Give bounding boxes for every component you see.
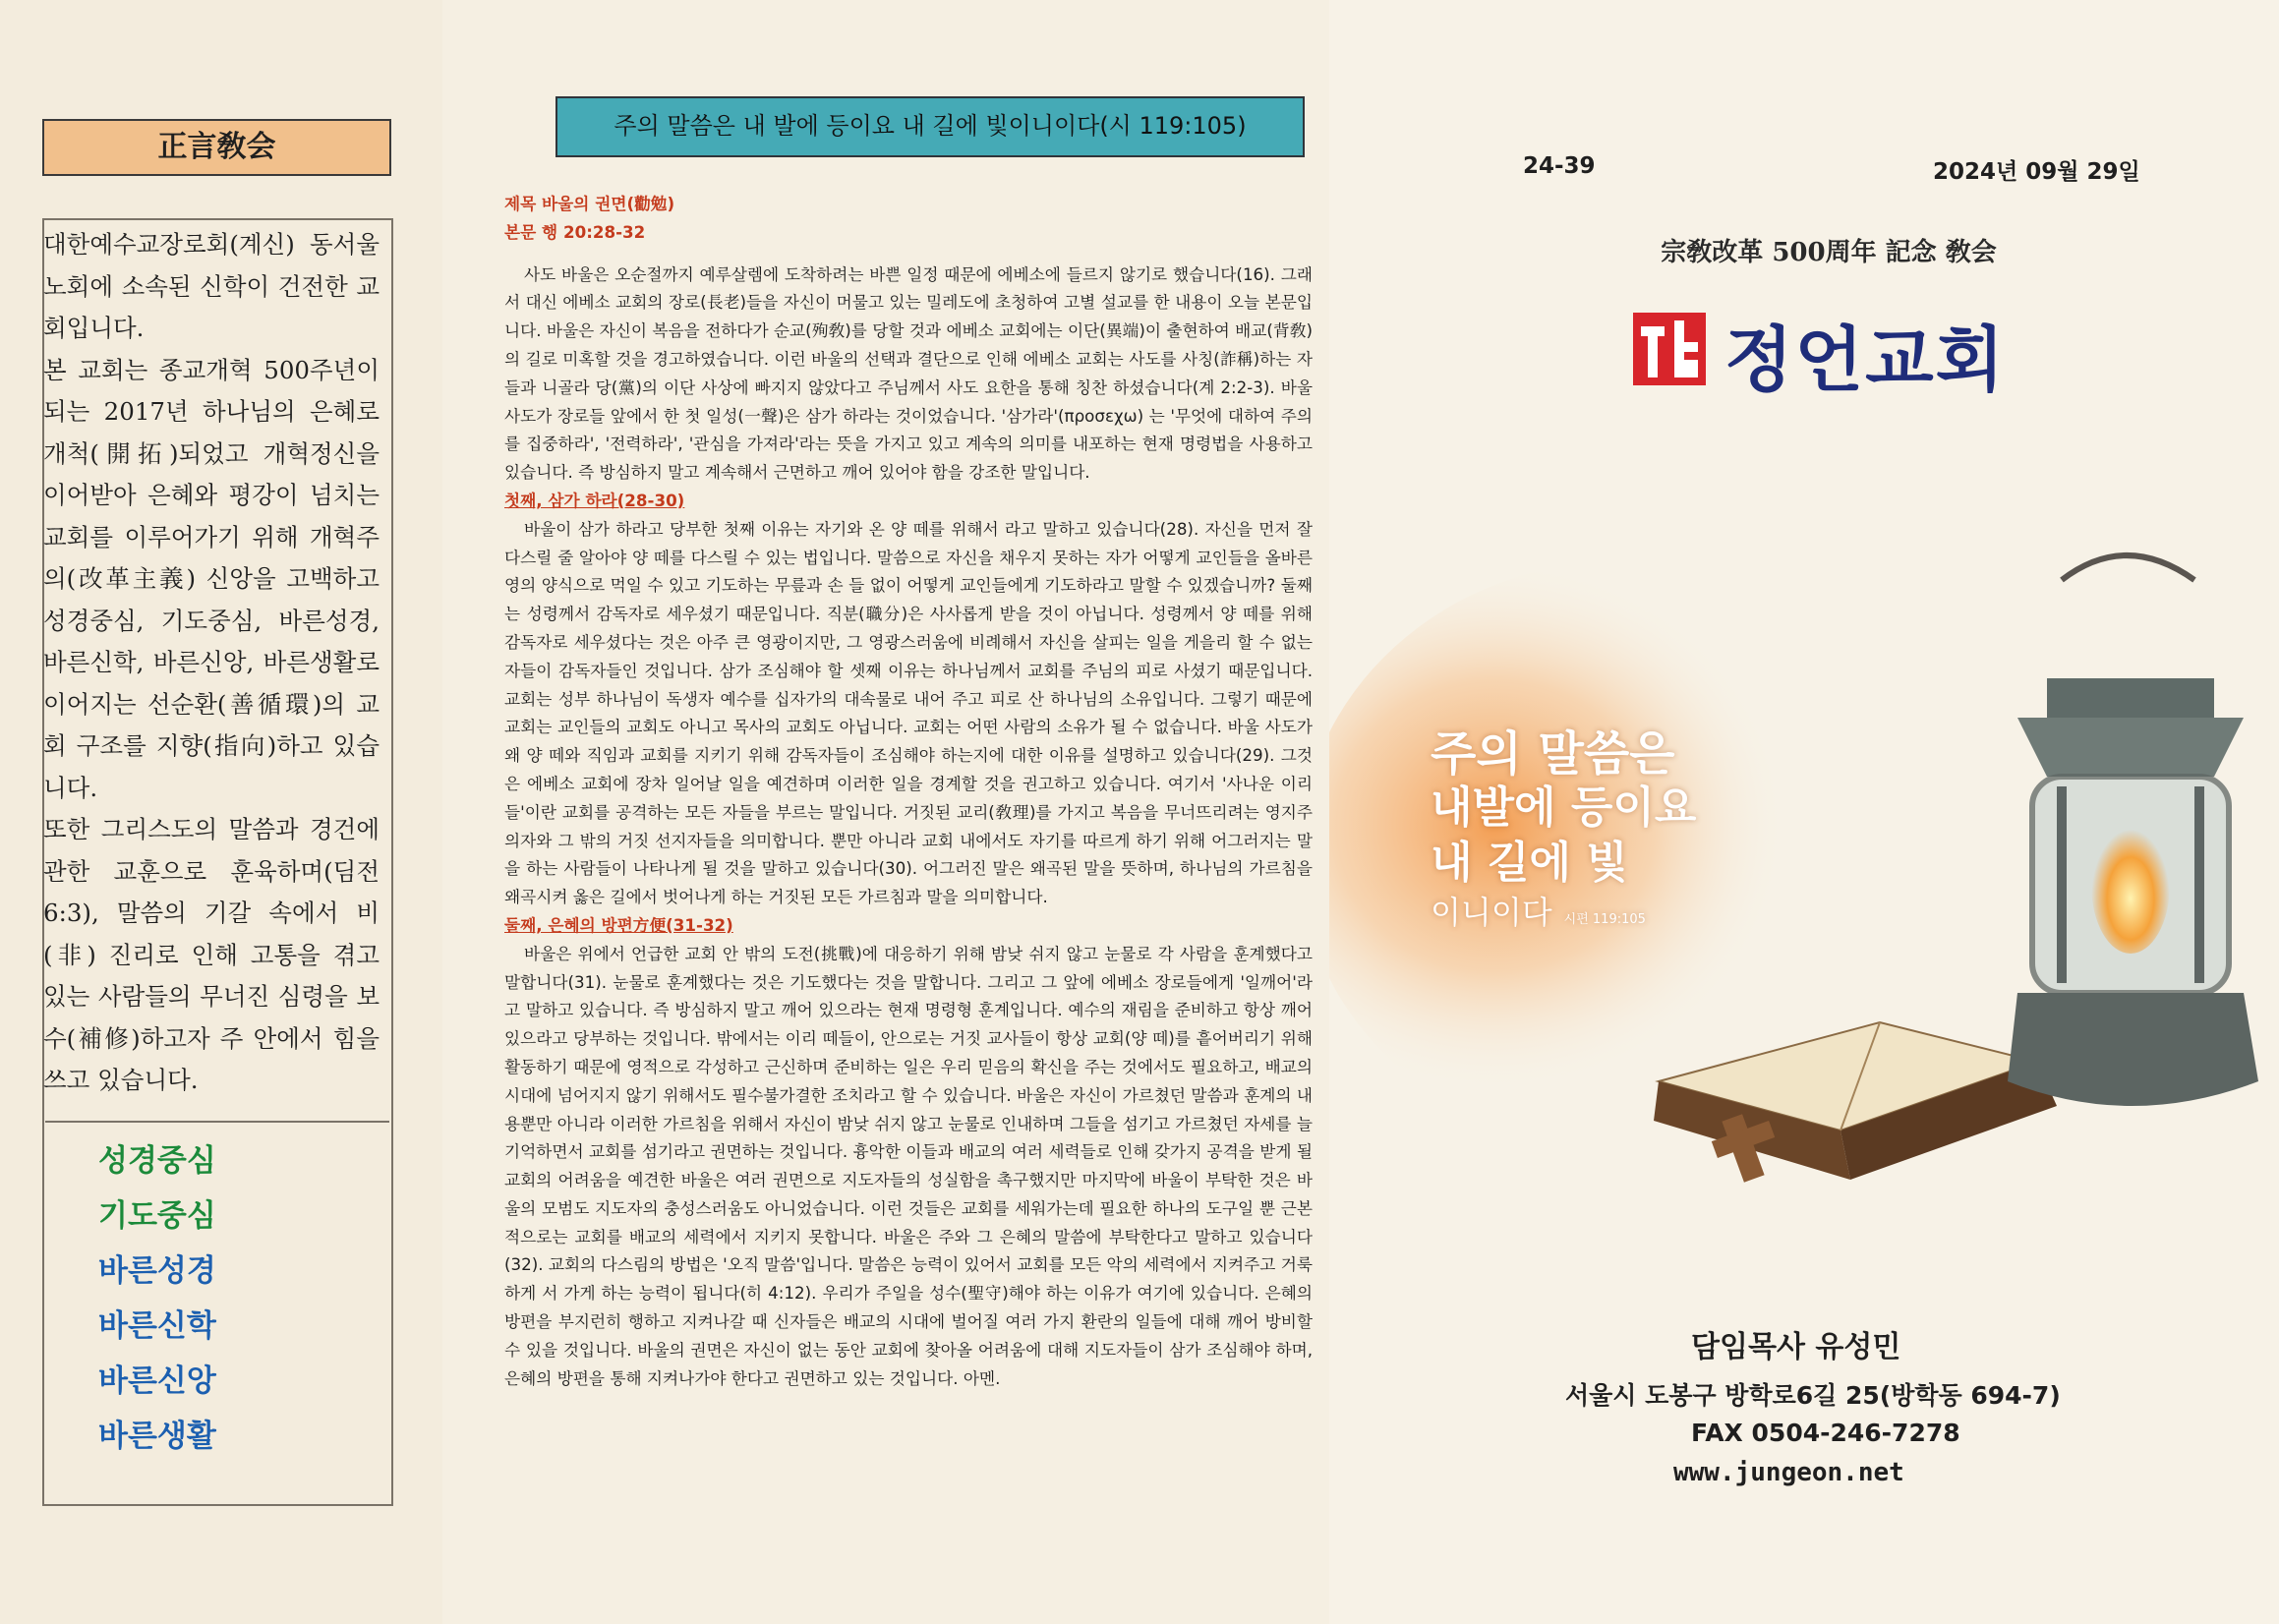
pastor-name: 담임목사 유성민: [1691, 1330, 1901, 1364]
overlay-verse-line: 주의 말씀은: [1431, 726, 1675, 782]
core-value: 바른성경: [98, 1253, 216, 1289]
intro-paragraph: 본 교회는 종교개혁 500주년이 되는 2017년 하나님의 은혜로 개척(開拓)되었고 개혁정신을 이어받아 은혜와 평강이 넘치는 교회를 이루어가기 위해 개혁주의(改革主義) 신앙을 고백하고 성경중심, 기도중심, 바른성경, 바른신학, 바른신앙, 바른생활로 이어지는 선순환(善循環)의 교회 구조를 지향(指向)하고 있습니다.: [43, 355, 380, 802]
section-text: 바울이 삼가 하라고 당부한 첫째 이유는 자기와 온 양 떼를 위해서 라고 말하고 있습니다(28). 자신을 먼저 잘 다스릴 줄 알아야 양 떼를 다스릴 수 있는 법입니다. 말씀으로 자신을 채우지 못하는 자가 어떻게 교인들을 올바른 영의 양식으로 먹일 수 있고 기도하는 무릎과 손 들 없이 어떻게 교인들에게 기도하라고 말할 수 있겠습니까? 둘째는 성령께서 감독자로 세우셨기 때문입니다. 직분(職分)은 사사롭게 받을 것이 아닙니다. 성령께서 양 떼를 위해 감독자로 세우셨다는 것은 아주 큰 영광이지만, 그 영광스러움에 비례해서 자신을 살피는 일을 게을리 할 수 없는 자들이 감독자들인 것입니다. 삼가 조심해야 할 셋째 이유는 하나님께서 교회를 주님의 피로 사셨기 때문입니다. 교회는 성부 하나님이 독생자 예수를 십자가의 대속물로 내어 주고 피로 산 하나님의 소유입니다. 그렇기 때문에 교회는 교인들의 교회도 아니고 목사의 교회도 아닙니다. 교회는 어떤 사람의 소유가 될 수 없습니다. 바울 사도가 왜 양 떼와 직임과 교회를 지키기 위해 감독자들이 조심해야 하는지에 대한 이유를 설명하고 있습니다(29). 그것은 에베소 교회에 장차 일어날 일을 예견하며 이러한 일을 경계할 것을 권고하고 있습니다. 여기서 '사나운 이리들'이란 교회를 공격하는 모든 자들을 부르는 말입니다. 거짓된 교리(敎理)를 가지고 복음을 무너뜨리려는 영지주의자와 그 밖의 거짓 선지자들을 의미합니다. 뿐만 아니라 교회 내에서도 자기를 따르게 하기 위해 어그러지는 말을 하는 사람들이 나타나게 될 것을 말하고 있습니다(30). 어그러진 말은 왜곡된 말을 뜻하며, 하나님의 가르침을 왜곡시켜 옳은 길에서 벗어나게 하는 거짓된 모든 가르침과 말을 의미합니다.: [504, 518, 1313, 907]
overlay-verse-reference: 시편 119:105: [1563, 912, 1646, 927]
core-values-list: [98, 1133, 374, 1464]
overlay-verse-line: 내발에 등이요: [1431, 783, 1697, 833]
sermon-intro: 사도 바울은 오순절까지 예루살렘에 도착하려는 바쁜 일정 때문에 에베소에 들르지 않기로 했습니다(16). 그래서 대신 에베소 교회의 장로(長老)들을 자신이 머물고 있는 밀레도에 초청하여 고별 설교를 한 내용이 오늘 본문입니다. 바울은 자신이 복음을 전하다가 순교(殉敎)를 당할 것과 에베소 교회에는 이단(異端)이 출현하여 배교(背敎)의 길로 미혹할 것을 경고하였습니다. 이런 바울의 선택과 결단으로 인해 에베소 교회는 사도를 사칭(詐稱)하는 자들과 니골라 당(黨)의 이단 사상에 빠지지 않았다고 주님께서 사도 요한을 통해 칭찬 하셨습니다(계 2:2-3). 바울 사도가 장로들 앞에서 한 첫 일성(一聲)은 삼가 하라는 것이었습니다. '삼가라'(προσεχω) 는 '무엇에 대하여 주의를 집중하라', '전력하라', '관심을 가져라'라는 뜻을 가지고 있고 계속의 의미를 내포하는 현재 명령법을 사용하고 있습니다. 즉 방심하지 말고 계속해서 근면하고 깨어 있어야 함을 강조한 말입니다.: [504, 263, 1313, 483]
church-name-label: 正言敎会: [42, 119, 391, 176]
church-introduction: [43, 224, 380, 1102]
core-value: 바른신학: [98, 1308, 216, 1344]
spacer: [504, 247, 1313, 261]
core-value: 기도중심: [98, 1198, 216, 1234]
verse-banner: 주의 말씀은 내 발에 등이요 내 길에 빛이니이다(시 119:105): [555, 96, 1305, 157]
fax-number: FAX 0504-246-7278: [1691, 1419, 1960, 1447]
core-value: 바른신앙: [98, 1363, 216, 1399]
section-heading: 둘째, 은혜의 방편方便(31-32): [504, 914, 733, 935]
overlay-verse: [1431, 727, 1745, 942]
website-link[interactable]: www.jungeon.net: [1673, 1458, 1904, 1487]
intro-paragraph: 대한예수교장로회(계신) 동서울 노회에 소속된 신학이 건전한 교회입니다.: [43, 230, 380, 342]
anniversary-subtitle: 宗敎改革 500周年 記念 敎会: [1661, 238, 1997, 267]
section-text: 바울은 위에서 언급한 교회 안 밖의 도전(挑戰)에 대응하기 위해 밤낮 쉬지 않고 눈물로 각 사람을 훈계했다고 말합니다(31). 눈물로 훈계했다는 것은 기도했다는 것을 말합니다. 그리고 그 앞에 에베소 장로들에게 '일깨어'라고 말하고 있습니다. 즉 방심하지 말고 깨어 있으라는 현재 명령형 훈계입니다. 예수의 재림을 준비하고 항상 깨어 있으라고 당부하는 것입니다. 밖에서는 이리 떼들이, 안으로는 거짓 교사들이 항상 교회(양 떼)를 흩어버리기 위해 활동하기 때문에 영적으로 각성하고 근신하며 준비하는 일은 우리 믿음의 확신을 주는 것에서도 필요하고, 배교의 시대에 넘어지지 않기 위해서도 필수불가결한 조치라고 할 수 있습니다. 바울은 자신이 가르쳤던 말씀과 훈계의 내용뿐만 아니라 이러한 가르침을 위해서 자신이 밤낮 쉬지 않고 눈물로 인내하며 그들을 섬기고 가르쳤던 자세를 늘 기억하면서 교회를 섬기라고 권면하는 것입니다. 흉악한 이들과 배교의 여러 세력들로 인해 갖가지 공격을 받게 될 교회의 어려움을 예견한 바울은 여러 권면으로 지도자들의 성실함을 촉구했지만 마지막에 바울이 부탁한 것은 바울의 모범도 지도자의 충성스러움도 아니었습니다. 이런 것들은 교회를 세워가는데 필요한 하나의 도구일 뿐 근본적으로는 교회를 배교의 세력에서 지키지 못합니다. 바울은 주와 그 은혜의 말씀에 부탁한다고 말하고 있습니다(32). 교회의 다스림의 방법은 '오직 말씀'입니다. 말씀은 능력이 있어서 교회를 모든 악의 세력에서 지켜주고 거룩하게 서 가게 하는 능력이 됩니다(히 4:12). 우리가 주일을 성수(聖守)해야 하는 이유가 여기에 있습니다. 은혜의 방편을 부지런히 행하고 지켜나갈 때 신자들은 배교의 시대에 벌어질 여러 가지 환란의 일들에 대해 깨어 방비할 수 있을 것입니다. 바울의 권면은 자신이 없는 동안 교회에 찾아올 어려움에 대해 지도자들이 삼가 조심해야 하며, 은혜의 방편을 통해 지켜나가야 한다고 권면하고 있는 것입니다. 아멘.: [504, 943, 1313, 1388]
issue-number: 24-39: [1523, 153, 1596, 179]
section-heading: 첫째, 삼가 하라(28-30): [504, 490, 685, 510]
overlay-verse-text: 이니이다: [1431, 894, 1552, 931]
core-value: 바른생활: [98, 1419, 216, 1454]
intro-divider: [45, 1121, 389, 1123]
issue-date: 2024년 09월 29일: [1933, 159, 2140, 185]
intro-paragraph: 또한 그리스도의 말씀과 경건에 관한 교훈으로 훈육하며(딤전 6:3), 말씀의 기갈 속에서 비(非) 진리로 인해 고통을 겪고 있는 사람들의 무너진 심령을 보수(補修)하고자 주 안에서 힘을 쓰고 있습니다.: [43, 815, 380, 1094]
sermon-title: 제목 바울의 권면(勸勉): [504, 194, 675, 213]
overlay-verse-line: [1431, 891, 1745, 942]
sermon-body: [504, 190, 1313, 1392]
church-address: 서울시 도봉구 방학로6길 25(방학동 694-7): [1565, 1381, 2061, 1410]
church-logo-icon: [1633, 313, 1706, 385]
sermon-text-reference: 본문 행 20:28-32: [504, 221, 646, 242]
church-name: 정언교회: [1724, 319, 2007, 401]
core-value: 성경중심: [98, 1143, 216, 1179]
overlay-verse-line: 내 길에 빛: [1431, 838, 1628, 888]
